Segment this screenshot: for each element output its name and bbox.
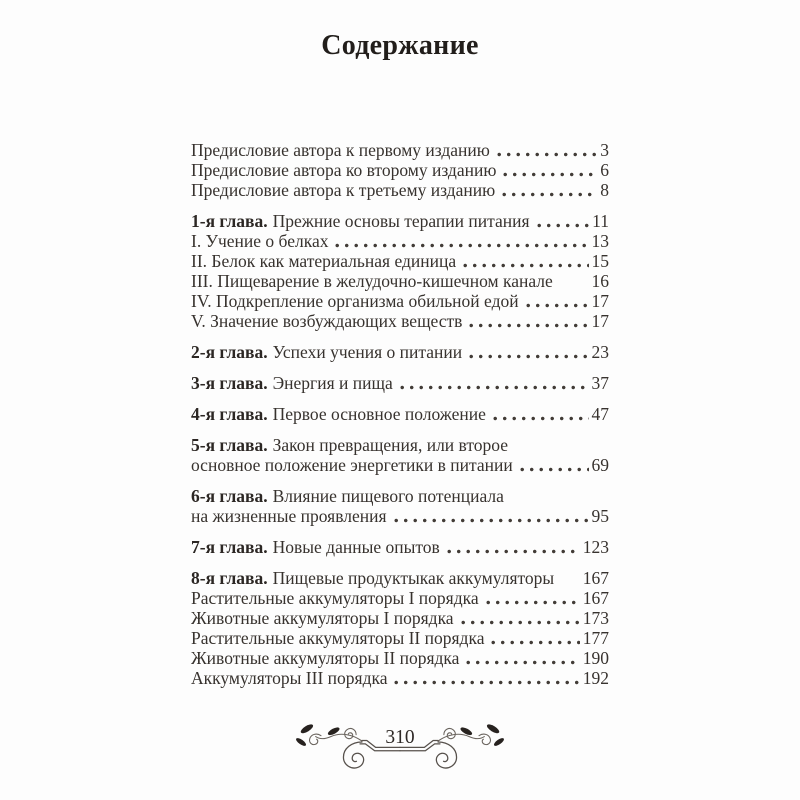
page-number: 167 [582, 588, 609, 608]
entry-title: Закон превращения, или второе [272, 435, 509, 455]
entry-title: на жизненные проявления [191, 506, 387, 526]
chapter-label: 5-я глава. [191, 435, 268, 455]
page-number: 192 [582, 668, 609, 688]
page-number: 47 [591, 404, 609, 424]
flourish-right [400, 723, 505, 768]
toc-block [191, 404, 609, 424]
toc-block [191, 342, 609, 362]
dot-leader [461, 620, 580, 625]
toc-entry [191, 342, 609, 362]
toc-block [191, 435, 609, 475]
chapter-label: 6-я глава. [191, 486, 268, 506]
entry-title: III. Пищеварение в желудочно-кишечном канале [191, 271, 553, 291]
entry-title: II. Белок как материальная единица [191, 251, 457, 271]
entry-title: Аккумуляторы III порядка [191, 668, 388, 688]
toc-entry [191, 211, 609, 231]
page-number: 15 [591, 251, 609, 271]
entry-title: основное положение энергетики в питании [191, 455, 513, 475]
chapter-label: 1-я глава. [191, 211, 268, 231]
page-title: Содержание [321, 30, 479, 61]
entry-title: Животные аккумуляторы I порядка [191, 608, 454, 628]
page-number: 177 [582, 628, 609, 648]
page-number: 173 [582, 608, 609, 628]
toc-block [191, 537, 609, 557]
dot-leader [520, 467, 589, 472]
toc-entry [191, 140, 609, 160]
dot-leader [491, 640, 579, 645]
toc-block [191, 211, 609, 331]
dot-leader [466, 660, 579, 665]
chapter-label: 4-я глава. [191, 404, 268, 424]
dot-leader [469, 323, 588, 328]
page-number: 123 [582, 537, 609, 557]
entry-title: Предисловие автора ко второму изданию [191, 160, 497, 180]
entry-title: Прежние основы терапии питания [272, 211, 530, 231]
entry-title: Пищевые продуктыкак аккумуляторы [272, 568, 555, 588]
page-number: 8 [600, 180, 609, 200]
toc-entry [191, 291, 609, 311]
entry-title: Предисловие автора к третьему изданию [191, 180, 496, 200]
toc-entry [191, 311, 609, 331]
entry-title: Растительные аккумуляторы II порядка [191, 628, 485, 648]
dot-leader [497, 152, 597, 157]
toc-entry [191, 271, 609, 291]
page-number: 95 [591, 506, 609, 526]
page-number: 6 [600, 160, 609, 180]
chapter-label: 7-я глава. [191, 537, 268, 557]
flourish-left [295, 723, 400, 768]
toc-entry [191, 180, 609, 200]
entry-title: Растительные аккумуляторы I порядка [191, 588, 479, 608]
chapter-label: 2-я глава. [191, 342, 268, 362]
page-number: 37 [591, 373, 609, 393]
toc-block [191, 373, 609, 393]
entry-title: Успехи учения о питании [272, 342, 463, 362]
page-number: 13 [591, 231, 609, 251]
page-footer [0, 702, 800, 780]
toc-entry [191, 404, 609, 424]
entry-title: Новые данные опытов [272, 537, 440, 557]
toc-entry [191, 628, 609, 648]
toc-entry [191, 537, 609, 557]
entry-title: Первое основное положение [272, 404, 486, 424]
footer-ornament [275, 702, 525, 780]
entry-title: I. Учение о белках [191, 231, 329, 251]
toc-entry [191, 668, 609, 688]
dot-leader [335, 243, 588, 248]
toc-entry [191, 608, 609, 628]
toc-entry [191, 506, 609, 526]
dot-leader [394, 518, 589, 523]
toc-block [191, 486, 609, 526]
entry-title: Предисловие автора к первому изданию [191, 140, 490, 160]
toc-entry [191, 160, 609, 180]
toc [191, 140, 609, 688]
toc-entry [191, 568, 609, 588]
toc-entry [191, 435, 609, 455]
dot-leader [400, 385, 589, 390]
folio-number: 310 [385, 726, 415, 748]
page-number: 167 [582, 568, 609, 588]
dot-leader [503, 172, 597, 177]
chapter-label: 8-я глава. [191, 568, 268, 588]
toc-entry [191, 648, 609, 668]
chapter-label: 3-я глава. [191, 373, 268, 393]
dot-leader [447, 549, 580, 554]
toc-entry [191, 251, 609, 271]
toc-entry [191, 455, 609, 475]
entry-title: V. Значение возбуждающих веществ [191, 311, 463, 331]
dot-leader [526, 303, 589, 308]
toc-entry [191, 373, 609, 393]
toc-entry [191, 588, 609, 608]
dot-leader [537, 223, 590, 228]
dot-leader [394, 680, 579, 685]
page-number: 69 [591, 455, 609, 475]
dot-leader [502, 192, 597, 197]
page-number: 23 [591, 342, 609, 362]
page-number: 3 [600, 140, 609, 160]
toc-block [191, 140, 609, 200]
page-number: 11 [592, 211, 609, 231]
dot-leader [463, 263, 588, 268]
entry-title: Энергия и пища [272, 373, 393, 393]
dot-leader [493, 416, 589, 421]
dot-leader [554, 583, 583, 588]
dot-leader [553, 286, 592, 291]
dot-leader [486, 600, 580, 605]
dot-leader [469, 354, 588, 359]
entry-title: Влияние пищевого потенциала [272, 486, 504, 506]
toc-entry [191, 486, 609, 506]
entry-title: IV. Подкрепление организма обильной едой [191, 291, 519, 311]
page-number: 17 [591, 311, 609, 331]
page-number: 16 [591, 271, 609, 291]
entry-title: Животные аккумуляторы II порядка [191, 648, 460, 668]
toc-entry [191, 231, 609, 251]
page-number: 190 [582, 648, 609, 668]
page-number: 17 [591, 291, 609, 311]
toc-block [191, 568, 609, 688]
